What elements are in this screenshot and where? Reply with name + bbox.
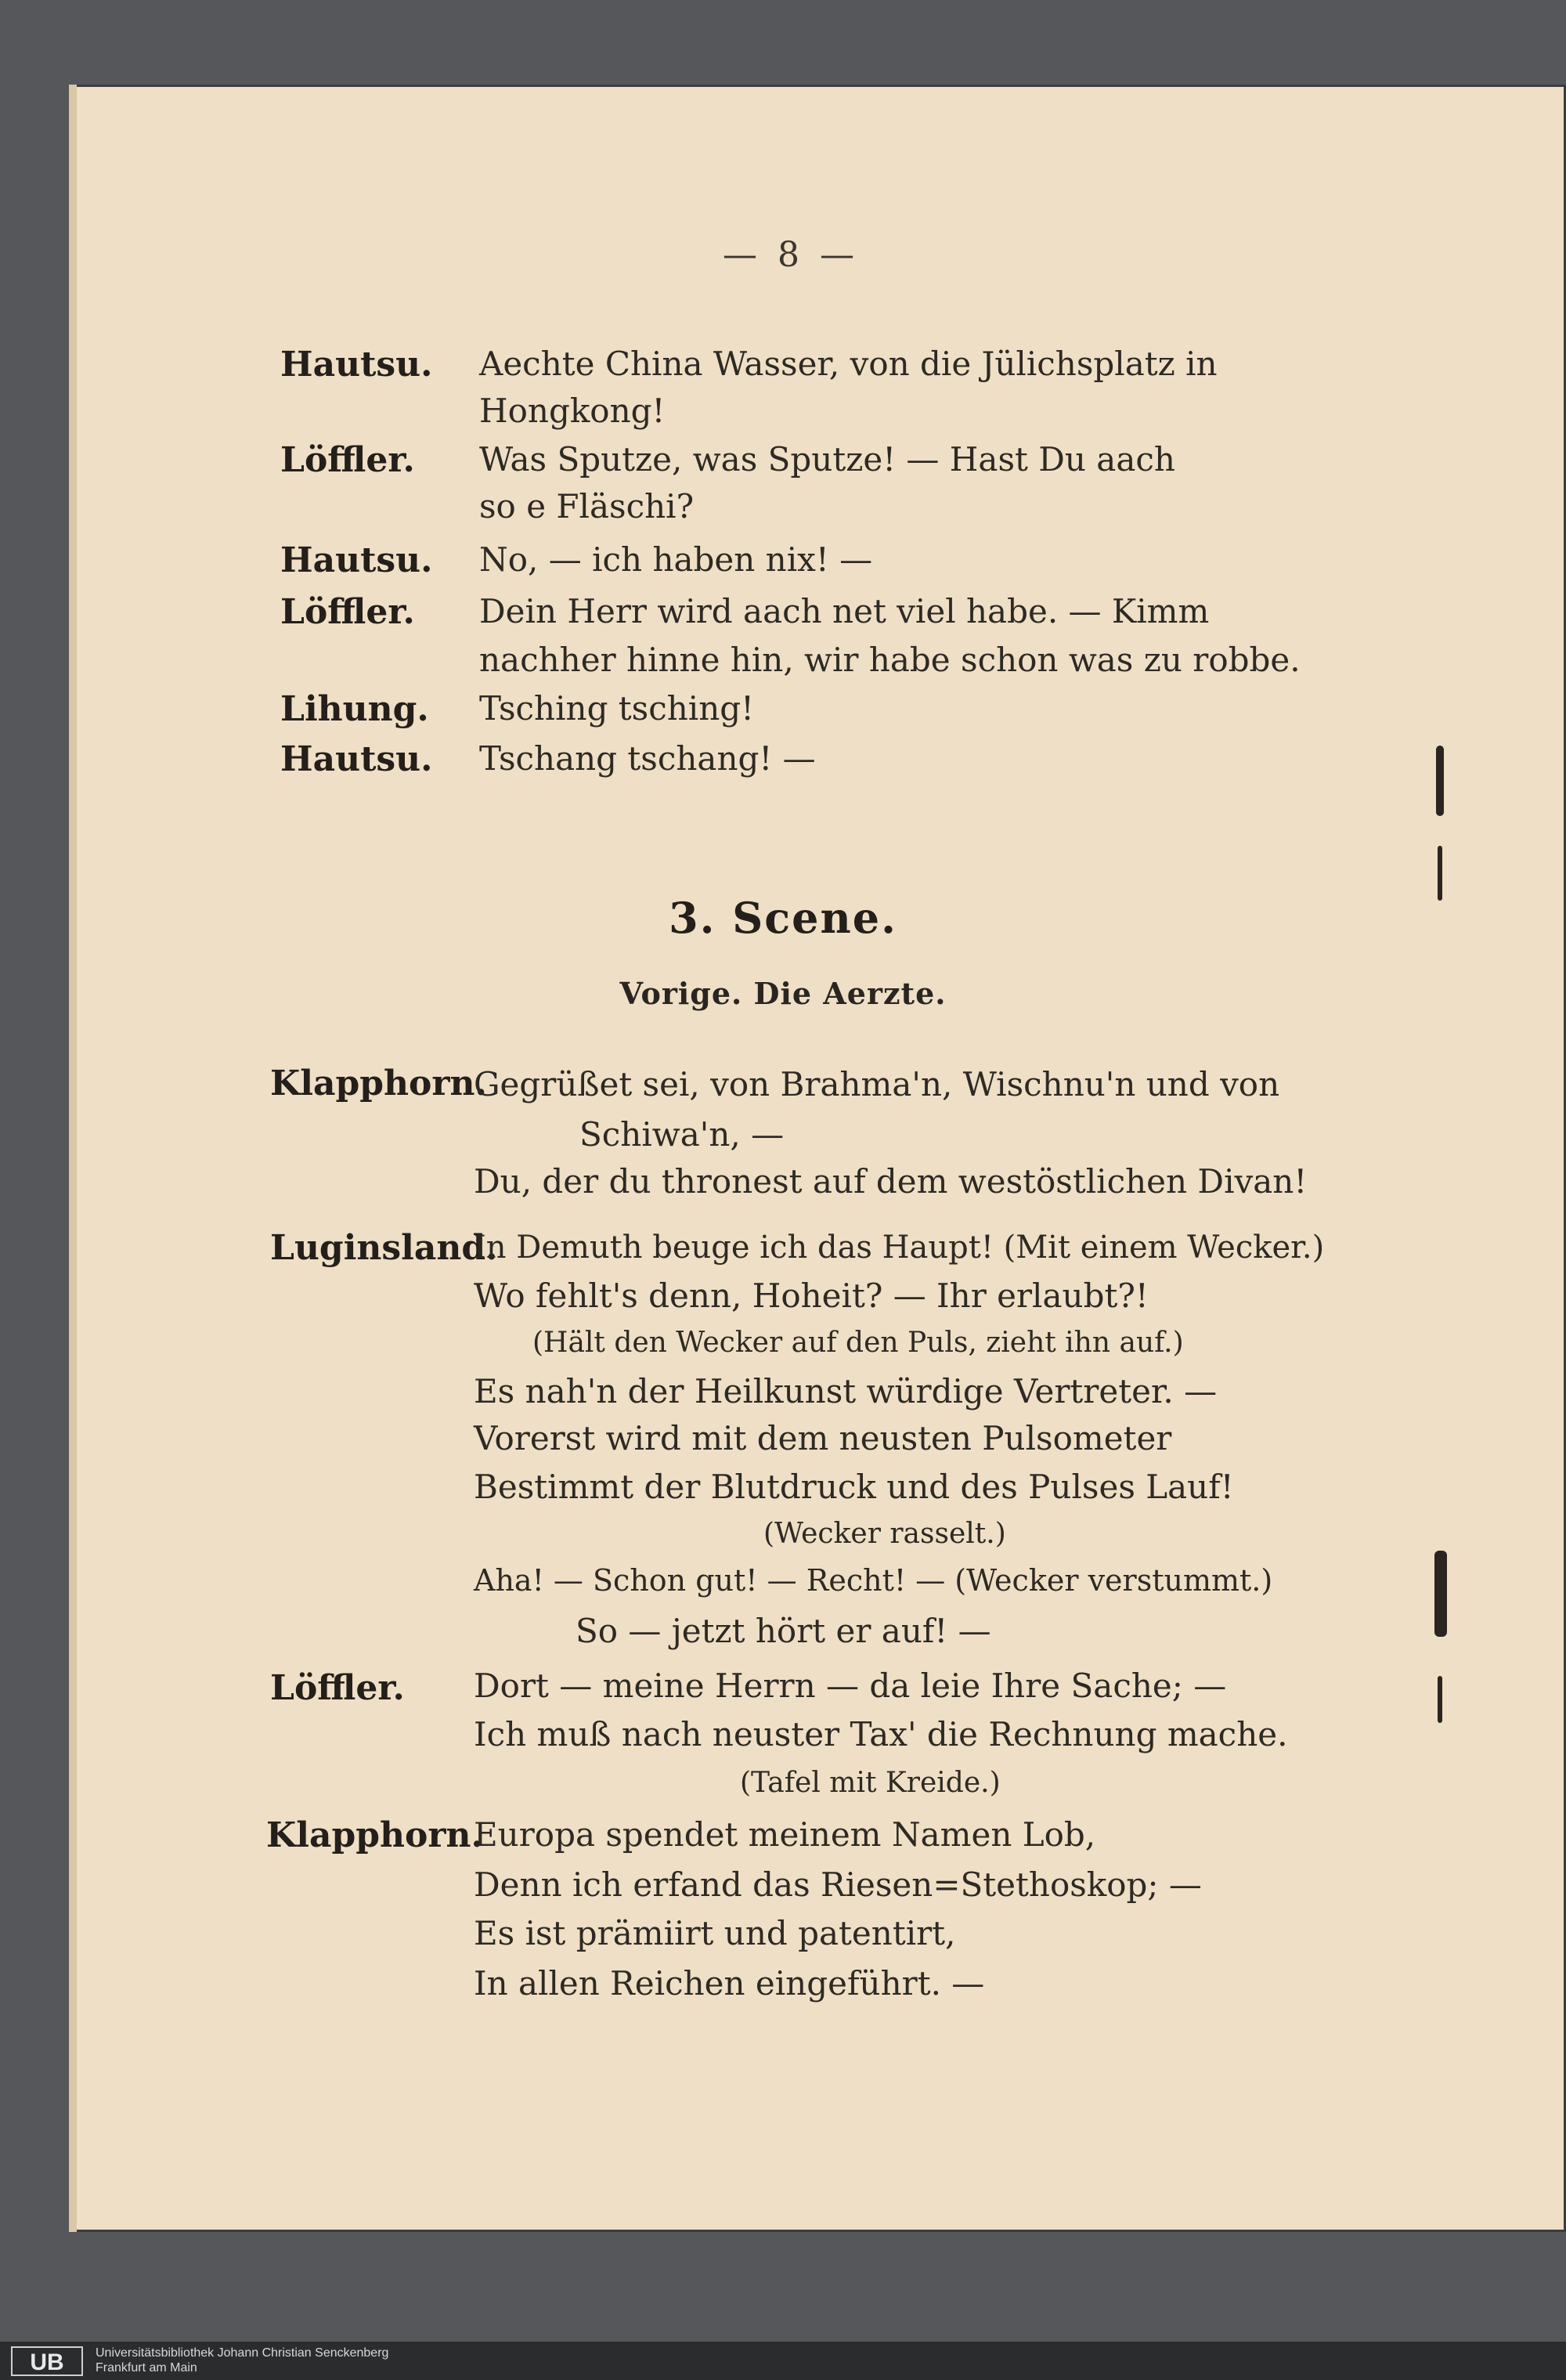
dialogue-line: Dein Herr wird aach net viel habe. — Kimm bbox=[479, 592, 1210, 630]
dialogue-line: so e Fläschi? bbox=[479, 487, 695, 525]
dialogue-line: Bestimmt der Blutdruck und des Pulses Lauf! bbox=[474, 1468, 1234, 1506]
dialogue-line: Hongkong! bbox=[479, 392, 666, 430]
speaker-label: Lihung. bbox=[280, 689, 429, 729]
speaker-label: Klapphorn. bbox=[270, 1064, 487, 1103]
binding-marks bbox=[1430, 736, 1450, 1754]
dialogue-line: In allen Reichen eingeführt. — bbox=[474, 1964, 985, 2003]
dialogue-line: Denn ich erfand das Riesen=Stethoskop; — bbox=[474, 1865, 1202, 1904]
speaker-label: Klapphorn. bbox=[266, 1815, 483, 1855]
dialogue-line: Es nah'n der Heilkunst würdige Vertreter. — bbox=[474, 1372, 1218, 1410]
institution-name: Universitätsbibliothek Johann Christian Senckenberg bbox=[96, 2346, 389, 2360]
dialogue-line: nachher hinne hin, wir habe schon was zu robbe. bbox=[479, 641, 1301, 679]
speaker-label: Hautsu. bbox=[280, 540, 433, 580]
dialogue-line: Europa spendet meinem Namen Lob, bbox=[474, 1815, 1096, 1854]
dialogue-line: Vorerst wird mit dem neusten Pulsometer bbox=[474, 1419, 1172, 1457]
stage-direction: (Tafel mit Kreide.) bbox=[740, 1767, 1001, 1799]
dialogue-line: Gegrüßet sei, von Brahma'n, Wischnu'n und von bbox=[474, 1065, 1280, 1103]
dialogue-line: Schiwa'n, — bbox=[579, 1115, 785, 1154]
page-number: — 8 — bbox=[723, 235, 859, 275]
dialogue-line: Dort — meine Herrn — da leie Ihre Sache; — bbox=[474, 1667, 1227, 1705]
speaker-label: Löffler. bbox=[270, 1668, 405, 1708]
dialogue-line: Tschang tschang! — bbox=[479, 739, 816, 778]
stage-direction: (Wecker rasselt.) bbox=[763, 1518, 1006, 1550]
speaker-label: Hautsu. bbox=[280, 739, 433, 779]
dialogue-line: Was Sputze, was Sputze! — Hast Du aach bbox=[479, 440, 1175, 479]
page-edge bbox=[69, 85, 77, 2232]
speaker-label: Löffler. bbox=[280, 440, 415, 480]
dialogue-line: Du, der du thronest auf dem westöstlichen Divan! bbox=[474, 1162, 1308, 1201]
scene-persons: Vorige. Die Aerzte. bbox=[619, 976, 947, 1011]
speaker-label: Hautsu. bbox=[280, 345, 433, 385]
ub-logo: UB bbox=[11, 2346, 83, 2376]
dialogue-line: Tsching tsching! bbox=[479, 689, 755, 728]
dialogue-line: No, — ich haben nix! — bbox=[479, 540, 873, 579]
dialogue-line: Aha! — Schon gut! — Recht! — (Wecker verstummt.) bbox=[474, 1563, 1273, 1598]
speaker-label: Löffler. bbox=[280, 592, 415, 632]
library-footer bbox=[0, 2342, 1566, 2380]
speaker-label: Luginsland. bbox=[270, 1228, 498, 1268]
stage-direction: (Hält den Wecker auf den Puls, zieht ihn auf.) bbox=[532, 1327, 1184, 1359]
institution-city: Frankfurt am Main bbox=[96, 2361, 197, 2375]
dialogue-line: Wo fehlt's denn, Hoheit? — Ihr erlaubt?! bbox=[474, 1277, 1149, 1315]
dialogue-line: Aechte China Wasser, von die Jülichsplatz in bbox=[479, 345, 1218, 383]
book-page bbox=[69, 85, 1566, 2232]
dialogue-line: Es ist prämiirt und patentirt, bbox=[474, 1914, 956, 1952]
scene-title: 3. Scene. bbox=[669, 893, 897, 943]
dialogue-line: In Demuth beuge ich das Haupt! (Mit einem Wecker.) bbox=[474, 1230, 1325, 1266]
dialogue-line: So — jetzt hört er auf! — bbox=[576, 1612, 991, 1650]
dialogue-line: Ich muß nach neuster Tax' die Rechnung mache. bbox=[474, 1715, 1288, 1753]
